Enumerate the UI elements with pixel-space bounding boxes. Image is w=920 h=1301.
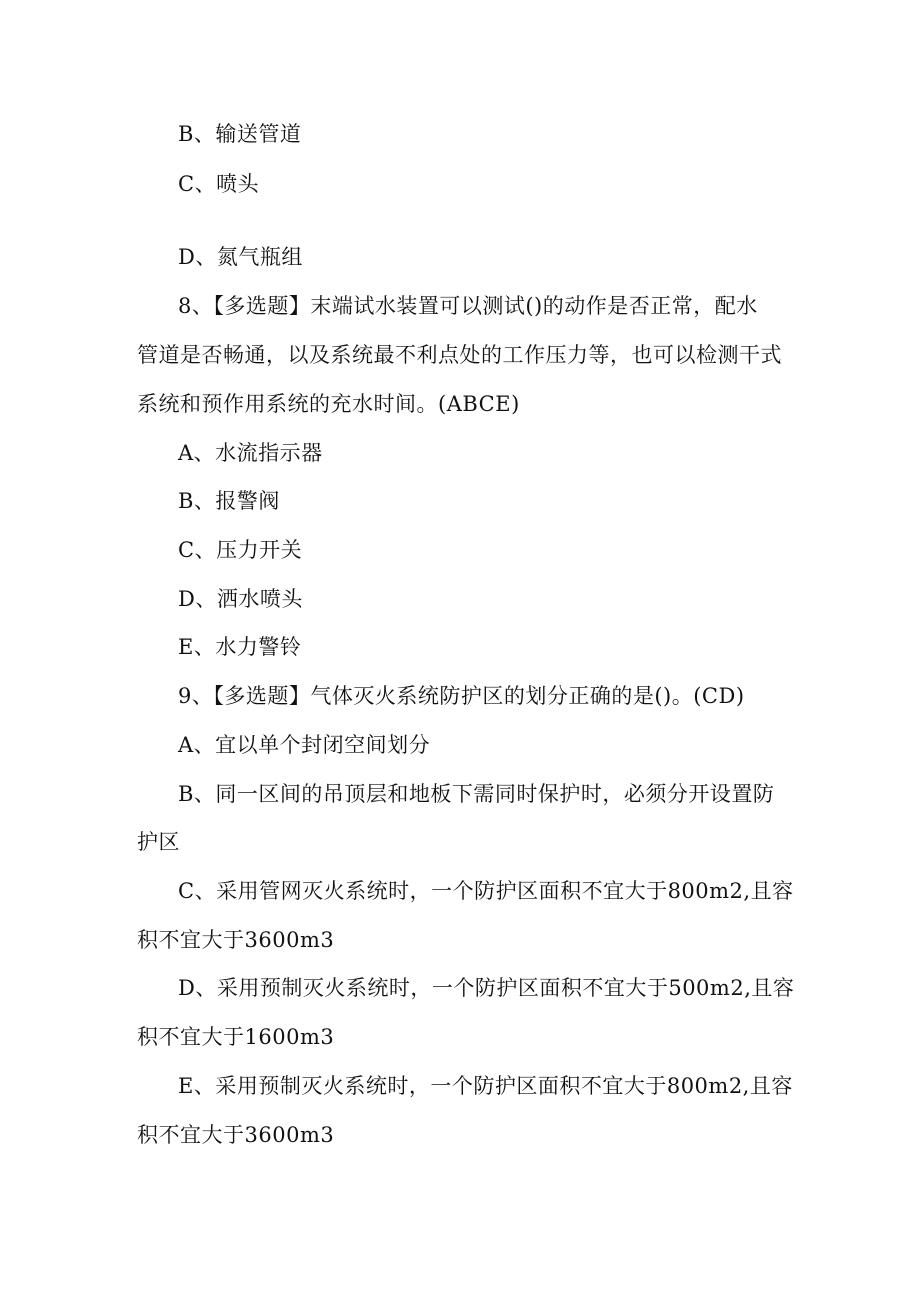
q8-stem-line-3: 系统和预作用系统的充水时间。(ABCE)	[137, 392, 520, 416]
q9-option-d-line-2: 积不宜大于1600m3	[137, 1025, 335, 1049]
q8-option-e: E、水力警铃	[178, 635, 302, 659]
q9-option-b-line-1: B、同一区间的吊顶层和地板下需同时保护时，必须分开设置防	[178, 782, 775, 806]
q9-option-b-line-2: 护区	[137, 830, 180, 854]
q8-stem-line-1: 8、【多选题】末端试水装置可以测试()的动作是否正常，配水	[178, 294, 758, 318]
q8-option-b: B、报警阀	[178, 489, 280, 513]
q8-option-a: A、水流指示器	[178, 441, 323, 465]
q9-option-e-line-2: 积不宜大于3600m3	[137, 1123, 335, 1147]
q9-option-a: A、宜以单个封闭空间划分	[178, 733, 431, 757]
q8-option-d: D、洒水喷头	[178, 587, 303, 611]
q9-option-c-line-1: C、采用管网灭火系统时，一个防护区面积不宜大于800m2,且容	[178, 879, 794, 903]
q9-option-c-line-2: 积不宜大于3600m3	[137, 928, 335, 952]
q9-option-e-line-1: E、采用预制灭火系统时，一个防护区面积不宜大于800m2,且容	[178, 1074, 793, 1098]
q7-option-d: D、氮气瓶组	[178, 245, 303, 269]
q9-stem: 9、【多选题】气体灭火系统防护区的划分正确的是()。(CD)	[178, 684, 745, 708]
q9-option-d-line-1: D、采用预制灭火系统时，一个防护区面积不宜大于500m2,且容	[178, 976, 795, 1000]
q8-option-c: C、压力开关	[178, 538, 303, 562]
q8-stem-line-2: 管道是否畅通，以及系统最不利点处的工作压力等，也可以检测干式	[137, 343, 782, 367]
q7-option-c: C、喷头	[178, 172, 260, 196]
q7-option-b: B、输送管道	[178, 122, 302, 146]
